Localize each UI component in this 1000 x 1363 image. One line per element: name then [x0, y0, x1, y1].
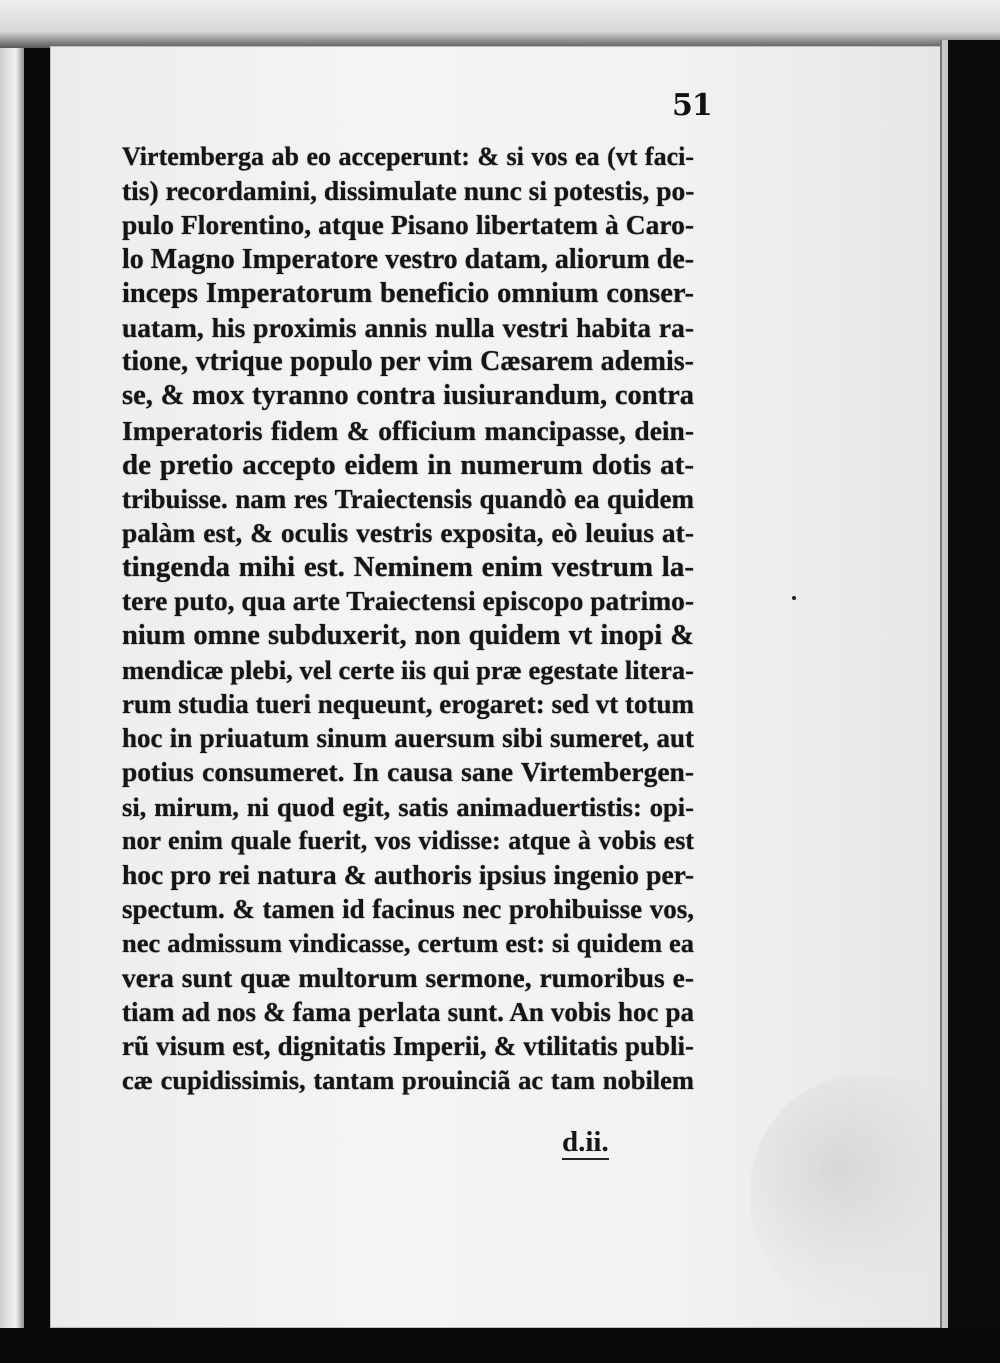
text-line: si, mirum, ni quod egit, satis animaduertistis: opi-: [122, 791, 694, 822]
text-line: hoc pro rei natura & authoris ipsius ingenio per-: [122, 858, 694, 890]
text-line: cæ cupidissimis, tantam prouinciã ac tam nobilem: [122, 1065, 694, 1096]
text-line: tiam ad nos & fama perlata sunt. An vobis hoc pa: [122, 996, 694, 1027]
text-line: Imperatoris fidem & officium mancipasse, dein-: [122, 414, 694, 446]
book-gutter: [24, 48, 50, 1363]
text-line: tione, vtrique populo per vim Cæsarem ademis-: [122, 346, 694, 378]
text-line: tis) recordamini, dissimulate nunc si potestis, po-: [122, 175, 695, 207]
text-line: tingenda mihi est. Neminem enim vestrum la-: [122, 551, 694, 584]
top-margin-band: [0, 0, 1000, 52]
right-background: [948, 40, 1000, 1363]
margin-speck: [792, 596, 796, 600]
text-line: hoc in priuatum sinum auersum sibi sumeret, aut: [122, 723, 694, 754]
text-line: tribuisse. nam res Traiectensis quandò ea quidem: [122, 483, 694, 514]
text-line: Virtemberga ab eo acceperunt: & si vos ea (vt faci-: [122, 142, 694, 171]
text-line: lo Magno Imperatore vestro datam, aliorum de-: [122, 243, 695, 275]
text-line: nec admissum vindicasse, certum est: si quidem ea: [122, 928, 694, 959]
text-line: tere puto, qua arte Traiectensi episcopo patrimo-: [122, 585, 695, 617]
text-line: inceps Imperatorum beneficio omnium conser-: [122, 277, 694, 309]
text-line: potius consumeret. In causa sane Virtembergen-: [122, 756, 694, 788]
water-stain: [750, 1076, 970, 1306]
text-line: rum studia tueri nequeunt, erogaret: sed vt totum: [122, 689, 694, 719]
text-line: se, & mox tyranno contra iusiurandum, contra: [122, 380, 694, 412]
facing-page-edge: [0, 48, 26, 1363]
text-line: spectum. & tamen id facinus nec prohibuisse vos,: [122, 894, 694, 925]
body-text: [122, 140, 694, 1097]
text-line: de pretio accepto eidem in numerum dotis at-: [122, 448, 694, 481]
text-line: uatam, his proximis annis nulla vestri habita ra-: [122, 311, 694, 343]
text-line: mendicæ plebi, vel certe iis qui præ egestate litera-: [122, 654, 694, 685]
bottom-background: [0, 1328, 1000, 1363]
text-line: nium omne subduxerit, non quidem vt inopi &: [122, 619, 694, 651]
text-line: pulo Florentino, atque Pisano libertatem à Caro-: [122, 209, 694, 241]
text-line: vera sunt quæ multorum sermone, rumoribus e-: [122, 961, 694, 993]
text-line: palàm est, & oculis vestris exposita, eò leuius at-: [122, 517, 694, 549]
page-number: 51: [672, 88, 712, 123]
signature-mark: d.ii.: [562, 1126, 609, 1158]
text-line: nor enim quale fuerit, vos vidisse: atque à vobis est: [122, 825, 694, 855]
text-line: rũ visum est, dignitatis Imperii, & vtilitatis publi-: [122, 1030, 694, 1061]
